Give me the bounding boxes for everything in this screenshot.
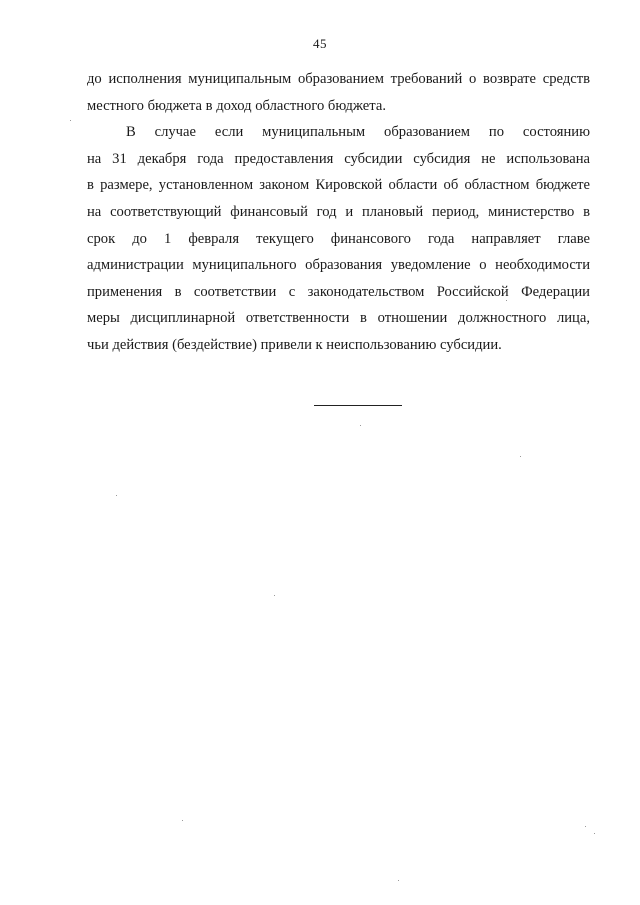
text-line: местного бюджета в доход областного бюджета. xyxy=(87,97,386,114)
scan-speck xyxy=(594,833,595,834)
closing-rule xyxy=(314,405,402,406)
paragraph-first-line: В случае если муниципальным образованием по состоянию xyxy=(126,124,590,141)
text-line: срок до 1 февраля текущего финансового года направляет главе xyxy=(87,230,590,247)
scan-speck xyxy=(182,820,183,821)
text-line: применения в соответствии с законодательством Российской Федерации xyxy=(87,283,590,300)
scan-speck xyxy=(274,595,275,596)
scan-speck xyxy=(398,880,399,881)
scan-speck xyxy=(585,826,586,827)
scan-speck xyxy=(70,120,71,121)
document-body xyxy=(87,66,590,359)
text-line: меры дисциплинарной ответственности в отношении должностного лица, xyxy=(87,310,590,327)
text-line: до исполнения муниципальным образованием требований о возврате средств xyxy=(87,71,590,87)
text-line: на соответствующий финансовый год и плановый период, министерство в xyxy=(87,203,590,220)
text-line: чьи действия (бездействие) привели к неиспользованию субсидии. xyxy=(87,336,502,353)
scan-speck xyxy=(520,456,521,457)
page-number: 45 xyxy=(313,36,327,51)
text-line: администрации муниципального образования уведомление о необходимости xyxy=(87,257,590,274)
scan-speck xyxy=(506,300,507,301)
text-line: в размере, установленном законом Кировской области об областном бюджете xyxy=(87,177,590,194)
scan-speck xyxy=(360,425,361,426)
text-line: на 31 декабря года предоставления субсидии субсидия не использована xyxy=(87,150,590,167)
scan-speck xyxy=(116,495,117,496)
